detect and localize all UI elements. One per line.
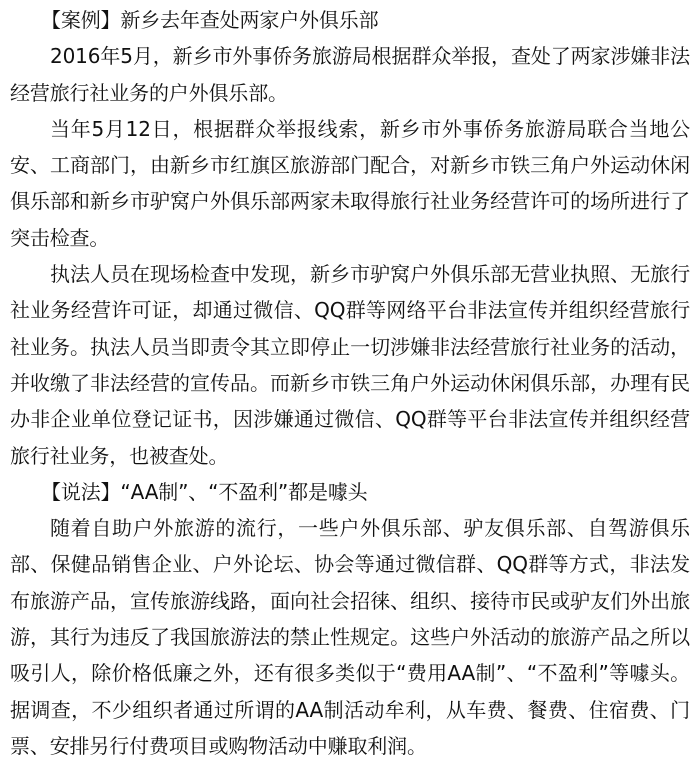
article [10,2,690,764]
explain-paragraph-1: 随着自助户外旅游的流行，一些户外俱乐部、驴友俱乐部、自驾游俱乐部、保健品销售企业、户外论坛、协会等通过微信群、QQ群等方式，非法发布旅游产品，宣传旅游线路，面向社会招徕、组织、接待市民或驴友们外出旅游，其行为违反了我国旅游法的禁止性规定。这些户外活动的旅游产品之所以吸引人，除价格低廉之外，还有很多类似于“费用AA制”、“不盈利”等噱头。据调查，不少组织者通过所谓的AA制活动牟利，从车费、餐费、住宿费、门票、安排另行付费项目或购物活动中赚取利润。 [10,516,690,758]
case-paragraph-1: 2016年5月，新乡市外事侨务旅游局根据群众举报，查处了两家涉嫌非法经营旅行社业务的户外俱乐部。 [10,44,690,105]
case-paragraph-2: 当年5月12日，根据群众举报线索，新乡市外事侨务旅游局联合当地公安、工商部门，由新乡市红旗区旅游部门配合，对新乡市铁三角户外运动休闲俱乐部和新乡市驴窝户外俱乐部两家未取得旅行社业务经营许可的场所进行了突击检查。 [10,116,690,250]
case-heading: 【案例】新乡去年查处两家户外俱乐部 [41,8,379,32]
case-paragraph-3: 执法人员在现场检查中发现，新乡市驴窝户外俱乐部无营业执照、无旅行社业务经营许可证，却通过微信、QQ群等网络平台非法宣传并组织经营旅行社业务。执法人员当即责令其立即停止一切涉嫌非法经营旅行社业务的活动，并收缴了非法经营的宣传品。而新乡市铁三角户外运动休闲俱乐部，办理有民办非企业单位登记证书，因涉嫌通过微信、QQ群等平台非法宣传并组织经营旅行社业务，也被查处。 [10,262,690,468]
explain-heading: 【说法】“AA制”、“不盈利”都是噱头 [41,479,368,504]
